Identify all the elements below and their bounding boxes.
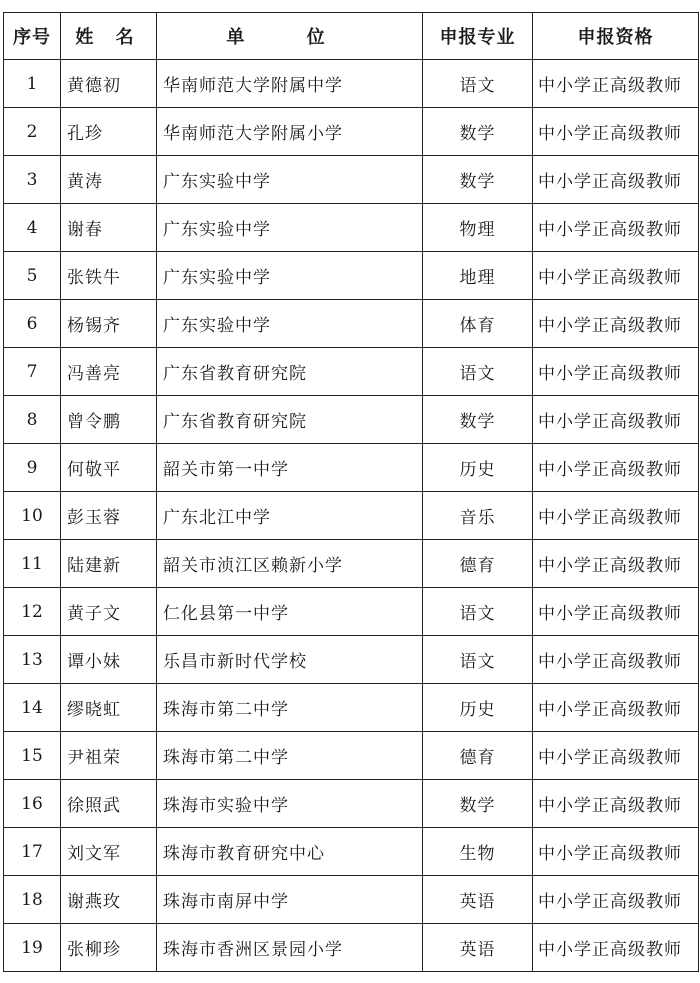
cell-name: 缪晓虹 <box>61 684 157 732</box>
cell-major: 物理 <box>423 204 533 252</box>
cell-unit: 珠海市第二中学 <box>157 684 423 732</box>
header-row <box>4 13 699 60</box>
table-row <box>4 828 699 876</box>
table-row <box>4 492 699 540</box>
cell-index: 13 <box>4 636 61 684</box>
table-row <box>4 780 699 828</box>
table-body <box>4 60 699 972</box>
cell-index: 16 <box>4 780 61 828</box>
cell-index: 19 <box>4 924 61 972</box>
cell-unit: 珠海市香洲区景园小学 <box>157 924 423 972</box>
table-row <box>4 348 699 396</box>
cell-unit: 珠海市教育研究中心 <box>157 828 423 876</box>
cell-unit: 广东实验中学 <box>157 252 423 300</box>
table-row <box>4 108 699 156</box>
cell-name: 黄子文 <box>61 588 157 636</box>
cell-qualification: 中小学正高级教师 <box>533 348 699 396</box>
cell-major: 地理 <box>423 252 533 300</box>
cell-qualification: 中小学正高级教师 <box>533 300 699 348</box>
cell-major: 数学 <box>423 108 533 156</box>
cell-index: 11 <box>4 540 61 588</box>
header-name: 姓 名 <box>61 13 157 60</box>
cell-unit: 华南师范大学附属中学 <box>157 60 423 108</box>
cell-index: 9 <box>4 444 61 492</box>
cell-unit: 广东省教育研究院 <box>157 348 423 396</box>
table-row <box>4 540 699 588</box>
cell-unit: 珠海市实验中学 <box>157 780 423 828</box>
cell-major: 音乐 <box>423 492 533 540</box>
cell-index: 1 <box>4 60 61 108</box>
table-row <box>4 876 699 924</box>
cell-major: 历史 <box>423 444 533 492</box>
cell-qualification: 中小学正高级教师 <box>533 204 699 252</box>
cell-major: 语文 <box>423 588 533 636</box>
cell-index: 10 <box>4 492 61 540</box>
table-header <box>4 13 699 60</box>
table-row <box>4 156 699 204</box>
cell-major: 数学 <box>423 156 533 204</box>
cell-qualification: 中小学正高级教师 <box>533 396 699 444</box>
applicant-table <box>3 12 699 972</box>
cell-unit: 广东实验中学 <box>157 300 423 348</box>
cell-index: 2 <box>4 108 61 156</box>
cell-name: 谭小妹 <box>61 636 157 684</box>
cell-name: 陆建新 <box>61 540 157 588</box>
cell-name: 黄涛 <box>61 156 157 204</box>
cell-name: 彭玉蓉 <box>61 492 157 540</box>
cell-name: 张柳珍 <box>61 924 157 972</box>
cell-name: 张铁牛 <box>61 252 157 300</box>
cell-name: 何敬平 <box>61 444 157 492</box>
header-qualification: 申报资格 <box>533 13 699 60</box>
cell-name: 曾令鹏 <box>61 396 157 444</box>
table-row <box>4 204 699 252</box>
cell-index: 6 <box>4 300 61 348</box>
cell-qualification: 中小学正高级教师 <box>533 540 699 588</box>
cell-major: 语文 <box>423 348 533 396</box>
cell-unit: 珠海市第二中学 <box>157 732 423 780</box>
cell-index: 17 <box>4 828 61 876</box>
cell-unit: 乐昌市新时代学校 <box>157 636 423 684</box>
cell-unit: 仁化县第一中学 <box>157 588 423 636</box>
cell-unit: 韶关市第一中学 <box>157 444 423 492</box>
cell-major: 英语 <box>423 924 533 972</box>
cell-qualification: 中小学正高级教师 <box>533 156 699 204</box>
cell-index: 3 <box>4 156 61 204</box>
table-row <box>4 60 699 108</box>
table-row <box>4 252 699 300</box>
cell-index: 15 <box>4 732 61 780</box>
cell-unit: 韶关市浈江区赖新小学 <box>157 540 423 588</box>
cell-name: 刘文军 <box>61 828 157 876</box>
document-page <box>3 12 698 972</box>
cell-major: 数学 <box>423 780 533 828</box>
cell-major: 英语 <box>423 876 533 924</box>
cell-unit: 华南师范大学附属小学 <box>157 108 423 156</box>
cell-index: 8 <box>4 396 61 444</box>
cell-major: 语文 <box>423 636 533 684</box>
table-row <box>4 636 699 684</box>
cell-major: 德育 <box>423 540 533 588</box>
table-row <box>4 444 699 492</box>
table-row <box>4 924 699 972</box>
cell-major: 体育 <box>423 300 533 348</box>
table-row <box>4 684 699 732</box>
cell-qualification: 中小学正高级教师 <box>533 732 699 780</box>
table-row <box>4 300 699 348</box>
cell-name: 徐照武 <box>61 780 157 828</box>
header-major: 申报专业 <box>423 13 533 60</box>
header-index: 序号 <box>4 13 61 60</box>
cell-qualification: 中小学正高级教师 <box>533 252 699 300</box>
cell-major: 历史 <box>423 684 533 732</box>
table-row <box>4 588 699 636</box>
cell-qualification: 中小学正高级教师 <box>533 780 699 828</box>
cell-unit: 广东实验中学 <box>157 156 423 204</box>
cell-index: 14 <box>4 684 61 732</box>
cell-index: 12 <box>4 588 61 636</box>
cell-index: 5 <box>4 252 61 300</box>
cell-major: 数学 <box>423 396 533 444</box>
cell-qualification: 中小学正高级教师 <box>533 60 699 108</box>
cell-qualification: 中小学正高级教师 <box>533 588 699 636</box>
cell-name: 尹祖荣 <box>61 732 157 780</box>
cell-name: 谢春 <box>61 204 157 252</box>
cell-major: 德育 <box>423 732 533 780</box>
cell-qualification: 中小学正高级教师 <box>533 492 699 540</box>
cell-name: 谢燕玫 <box>61 876 157 924</box>
cell-qualification: 中小学正高级教师 <box>533 684 699 732</box>
cell-major: 语文 <box>423 60 533 108</box>
cell-unit: 广东省教育研究院 <box>157 396 423 444</box>
cell-name: 孔珍 <box>61 108 157 156</box>
header-unit: 单 位 <box>157 13 423 60</box>
cell-index: 18 <box>4 876 61 924</box>
cell-major: 生物 <box>423 828 533 876</box>
table-row <box>4 396 699 444</box>
cell-name: 冯善亮 <box>61 348 157 396</box>
cell-unit: 广东北江中学 <box>157 492 423 540</box>
cell-qualification: 中小学正高级教师 <box>533 828 699 876</box>
cell-index: 4 <box>4 204 61 252</box>
cell-qualification: 中小学正高级教师 <box>533 876 699 924</box>
cell-qualification: 中小学正高级教师 <box>533 924 699 972</box>
cell-qualification: 中小学正高级教师 <box>533 444 699 492</box>
cell-qualification: 中小学正高级教师 <box>533 636 699 684</box>
cell-unit: 广东实验中学 <box>157 204 423 252</box>
cell-name: 杨锡齐 <box>61 300 157 348</box>
cell-index: 7 <box>4 348 61 396</box>
cell-unit: 珠海市南屏中学 <box>157 876 423 924</box>
cell-name: 黄德初 <box>61 60 157 108</box>
table-row <box>4 732 699 780</box>
cell-qualification: 中小学正高级教师 <box>533 108 699 156</box>
